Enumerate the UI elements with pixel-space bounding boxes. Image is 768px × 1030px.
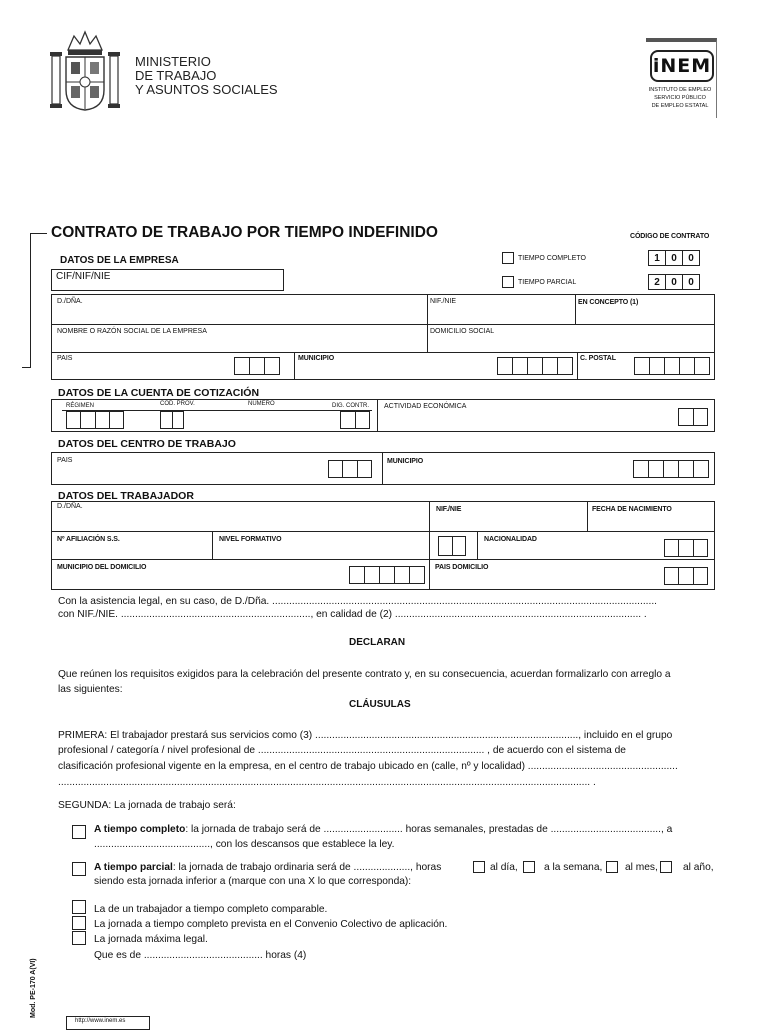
reunen-line-2: las siguientes: — [58, 684, 123, 695]
title-bracket — [30, 233, 47, 368]
tiempo-completo-line-2: ........................................., con los descansos que establece la ley. — [94, 839, 395, 850]
section-trabajador: DATOS DEL TRABAJADOR — [58, 490, 194, 502]
clausulas-heading: CLÁUSULAS — [349, 699, 411, 710]
a-la-semana-checkbox[interactable] — [523, 861, 535, 873]
cotizacion-cod-prov: COD. PROV. — [160, 401, 195, 407]
tiempo-parcial-text: : la jornada de trabajo ordinaria será de ...................., horas — [172, 862, 442, 873]
full-time-digit-1: 1 — [654, 253, 660, 264]
trabajador-d-dna: D./DÑA. — [57, 503, 83, 510]
cotizacion-numero-box[interactable] — [186, 411, 326, 429]
ministry-name — [135, 55, 278, 97]
model-code: Mod. PE-170 A(VI) — [30, 958, 37, 1018]
cotizacion-grid — [51, 399, 715, 432]
empresa-municipio-box[interactable] — [497, 357, 573, 375]
trabajador-municipio-dom-box[interactable] — [349, 566, 425, 584]
reunen-line-1: Que reúnen los requisitos exigidos para la celebración del presente contrato y, en su consecuencia, acuerdan formalizarlo con arreglo a — [58, 669, 671, 680]
trabajador-nacionalidad-box[interactable] — [664, 539, 708, 557]
cotizacion-actividad: ACTIVIDAD ECONÓMICA — [384, 403, 467, 410]
option-2-checkbox[interactable] — [72, 916, 86, 930]
tiempo-completo-bold: A tiempo completo — [94, 824, 186, 835]
tiempo-parcial-checkbox[interactable] — [72, 862, 86, 876]
cotizacion-dig-contr-box[interactable] — [340, 411, 370, 429]
trabajador-pais-dom: PAIS DOMICILIO — [435, 564, 489, 571]
empresa-cpostal: C. POSTAL — [580, 355, 616, 362]
trabajador-nacionalidad: NACIONALIDAD — [484, 536, 537, 543]
a-la-semana-label: a la semana, — [544, 862, 603, 873]
inem-line-1: INSTITUTO DE EMPLEO — [648, 87, 712, 93]
al-ano-label: al año, — [683, 862, 714, 873]
part-time-digit-2: 0 — [671, 277, 677, 288]
empresa-d-dna-input[interactable] — [52, 307, 426, 323]
cotizacion-numero: NÚMERO — [248, 401, 275, 407]
empresa-pais-box[interactable] — [234, 357, 280, 375]
section-empresa: DATOS DE LA EMPRESA — [60, 255, 179, 266]
empresa-pais: PAIS — [57, 355, 73, 362]
trabajador-afiliacion: Nº AFILIACIÓN S.S. — [57, 536, 120, 543]
empresa-domicilio: DOMICILIO SOCIAL — [430, 328, 495, 335]
al-mes-label: al mes, — [625, 862, 658, 873]
empresa-nif: NIF./NIE — [430, 298, 457, 305]
part-time-label: TIEMPO PARCIAL — [518, 279, 577, 286]
empresa-municipio: MUNICIPIO — [298, 355, 335, 362]
segunda-line: SEGUNDA: La jornada de trabajo será: — [58, 800, 236, 811]
option-1-label: La de un trabajador a tiempo completo comparable. — [94, 904, 328, 915]
centro-pais: PAIS — [57, 457, 73, 464]
empresa-en-concepto: EN CONCEPTO (1) — [578, 299, 639, 306]
trabajador-pais-dom-box[interactable] — [664, 567, 708, 585]
al-dia-label: al día, — [490, 862, 518, 873]
full-time-digit-3: 0 — [688, 253, 694, 264]
centro-municipio: MUNICIPIO — [387, 458, 424, 465]
inem-logo — [646, 38, 717, 118]
cotizacion-regimen-box[interactable] — [66, 411, 124, 429]
part-time-digit-3: 0 — [688, 277, 694, 288]
footer-url[interactable]: http://www.inem.es — [75, 1018, 126, 1024]
tiempo-parcial-line — [94, 862, 441, 873]
al-mes-checkbox[interactable] — [606, 861, 618, 873]
primera-line-1: PRIMERA: El trabajador prestará sus servicios como (3) ............................................................................................., incluido en el grupo — [58, 730, 673, 741]
empresa-d-dna: D./DÑA. — [57, 298, 83, 305]
section-centro: DATOS DEL CENTRO DE TRABAJO — [58, 438, 236, 450]
ministry-line-2: DE TRABAJO — [135, 68, 217, 83]
full-time-digit-2: 0 — [671, 253, 677, 264]
cotizacion-actividad-box[interactable] — [678, 408, 708, 426]
tiempo-completo-text: : la jornada de trabajo será de ............................ horas semanales, prestadas de ......................................., a — [185, 824, 673, 835]
inem-line-3: DE EMPLEO ESTATAL — [651, 103, 709, 109]
primera-line-3: clasificación profesional vigente en la empresa, en el centro de trabajo ubicado en (calle, nº y localidad) ..................................................... — [58, 761, 678, 772]
cotizacion-cod-prov-box[interactable] — [160, 411, 184, 429]
primera-line-2: profesional / categoría / nivel profesional de ................................................................................ , de acuerdo con el sistema de — [58, 745, 626, 756]
trabajador-municipio-dom: MUNICIPIO DEL DOMICILIO — [57, 564, 147, 571]
contract-code-label: CÓDIGO DE CONTRATO — [630, 233, 710, 240]
asistencia-line-2: con NIF./NIE. ..................................................................., en calidad de (2) ....................................................................................... . — [58, 609, 647, 620]
empresa-nombre: NOMBRE O RAZÓN SOCIAL DE LA EMPRESA — [57, 328, 207, 335]
inem-logo-mark: iNEM — [650, 50, 714, 82]
full-time-checkbox[interactable] — [502, 252, 514, 264]
option-3-label: La jornada máxima legal. — [94, 934, 208, 945]
tiempo-parcial-bold: A tiempo parcial — [94, 862, 173, 873]
ministry-line-1: MINISTERIO — [135, 54, 211, 69]
al-dia-checkbox[interactable] — [473, 861, 485, 873]
cotizacion-regimen: RÉGIMEN — [66, 403, 95, 409]
al-ano-checkbox[interactable] — [660, 861, 672, 873]
centro-grid — [51, 452, 715, 485]
asistencia-line-1: Con la asistencia legal, en su caso, de D./Dña. ........................................................................................................................................ — [58, 596, 657, 607]
trabajador-nivel-box[interactable] — [438, 536, 466, 556]
cif-label: CIF/NIF/NIE — [56, 271, 111, 282]
option-2-label: La jornada a tiempo completo prevista en el Convenio Colectivo de aplicación. — [94, 919, 448, 930]
tiempo-parcial-line-2: siendo esta jornada inferior a (marque con una X lo que corresponda): — [94, 876, 412, 887]
ministry-line-3: Y ASUNTOS SOCIALES — [135, 82, 278, 97]
cotizacion-dig-contr: DIG. CONTR. — [332, 403, 369, 409]
empresa-cpostal-box[interactable] — [634, 357, 710, 375]
section-cotizacion: DATOS DE LA CUENTA DE COTIZACIÓN — [58, 387, 260, 399]
tiempo-completo-checkbox[interactable] — [72, 825, 86, 839]
primera-line-4: ............................................................................................................................................................................................ . — [58, 777, 596, 788]
part-time-checkbox[interactable] — [502, 276, 514, 288]
cif-field[interactable] — [51, 269, 284, 291]
trabajador-fecha-nac: FECHA DE NACIMIENTO — [592, 506, 672, 513]
declaran-heading: DECLARAN — [349, 637, 406, 648]
title-bracket-end — [22, 367, 31, 368]
centro-municipio-box[interactable] — [633, 460, 709, 478]
page-title: CONTRATO DE TRABAJO POR TIEMPO INDEFINIDO — [51, 224, 438, 241]
footer-url-box — [66, 1016, 150, 1030]
inem-line-2: SERVICIO PÚBLICO — [654, 95, 706, 101]
centro-pais-box[interactable] — [328, 460, 372, 478]
full-time-label: TIEMPO COMPLETO — [518, 255, 586, 262]
part-time-digit-1: 2 — [654, 277, 660, 288]
option-4-label: Que es de .......................................... horas (4) — [94, 950, 307, 961]
option-1-checkbox[interactable] — [72, 900, 86, 914]
tiempo-completo-line — [94, 824, 672, 835]
trabajador-nif: NIF./NIE — [436, 506, 462, 513]
option-3-checkbox[interactable] — [72, 931, 86, 945]
trabajador-nivel: NIVEL FORMATIVO — [219, 536, 282, 543]
spain-coat-of-arms-icon — [46, 30, 124, 112]
